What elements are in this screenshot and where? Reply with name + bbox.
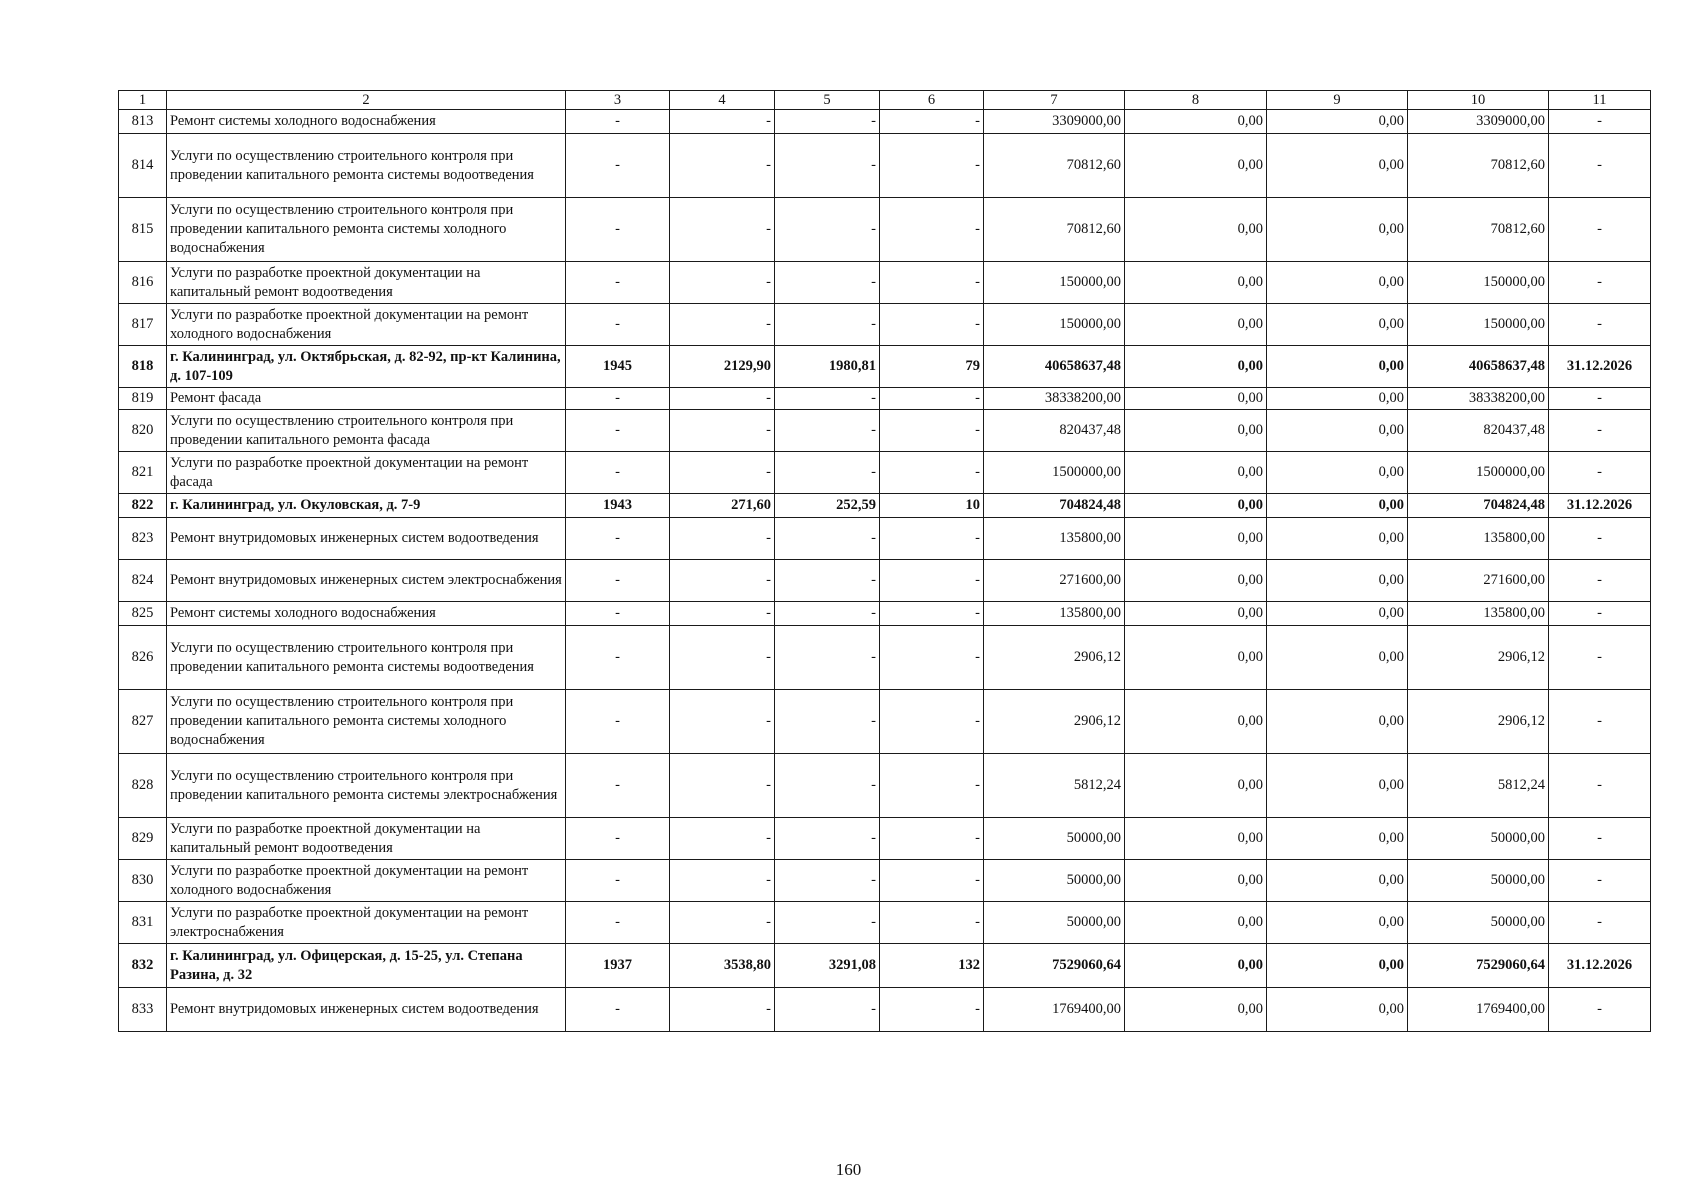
fund-share-cell: 0,00 [1125,860,1267,902]
total-area-cell: - [670,262,775,304]
year-cell: - [566,988,670,1032]
total-cost-cell: 2906,12 [984,626,1125,690]
total-cost-cell: 150000,00 [984,262,1125,304]
owners-funds-cell: 7529060,64 [1408,944,1549,988]
row-number: 828 [119,754,167,818]
fund-share-cell: 0,00 [1125,346,1267,388]
owners-funds-cell: 150000,00 [1408,262,1549,304]
work-description: Ремонт системы холодного водоснабжения [167,110,566,134]
total-cost-cell: 2906,12 [984,690,1125,754]
total-area-cell: 2129,90 [670,346,775,388]
living-area-cell: - [775,754,880,818]
column-number: 2 [167,91,566,110]
completion-date-cell: - [1549,560,1651,602]
owners-funds-cell: 1769400,00 [1408,988,1549,1032]
column-number: 5 [775,91,880,110]
row-number: 829 [119,818,167,860]
fund-share-cell: 0,00 [1125,560,1267,602]
total-cost-cell: 38338200,00 [984,388,1125,410]
fund-share-cell: 0,00 [1125,304,1267,346]
total-cost-cell: 50000,00 [984,818,1125,860]
total-cost-cell: 7529060,64 [984,944,1125,988]
owners-funds-cell: 820437,48 [1408,410,1549,452]
total-cost-cell: 135800,00 [984,602,1125,626]
total-area-cell: 3538,80 [670,944,775,988]
year-cell: 1943 [566,494,670,518]
year-cell: - [566,110,670,134]
owners-funds-cell: 3309000,00 [1408,110,1549,134]
year-cell: - [566,754,670,818]
residents-cell: - [880,134,984,198]
table-row [119,902,1651,944]
completion-date-cell: - [1549,754,1651,818]
residents-cell: - [880,626,984,690]
residents-cell: - [880,602,984,626]
fund-share-cell: 0,00 [1125,198,1267,262]
budget-share-cell: 0,00 [1267,988,1408,1032]
budget-share-cell: 0,00 [1267,388,1408,410]
completion-date-cell: 31.12.2026 [1549,346,1651,388]
budget-share-cell: 0,00 [1267,690,1408,754]
fund-share-cell: 0,00 [1125,944,1267,988]
fund-share-cell: 0,00 [1125,518,1267,560]
completion-date-cell: - [1549,388,1651,410]
year-cell: - [566,818,670,860]
completion-date-cell: - [1549,602,1651,626]
completion-date-cell: - [1549,304,1651,346]
table-row [119,134,1651,198]
column-number-row [119,91,1651,110]
total-cost-cell: 3309000,00 [984,110,1125,134]
fund-share-cell: 0,00 [1125,410,1267,452]
owners-funds-cell: 135800,00 [1408,518,1549,560]
table-row [119,560,1651,602]
total-cost-cell: 1500000,00 [984,452,1125,494]
residents-cell: - [880,410,984,452]
year-cell: - [566,518,670,560]
column-number: 9 [1267,91,1408,110]
total-cost-cell: 1769400,00 [984,988,1125,1032]
fund-share-cell: 0,00 [1125,110,1267,134]
owners-funds-cell: 50000,00 [1408,818,1549,860]
total-area-cell: - [670,304,775,346]
total-cost-cell: 820437,48 [984,410,1125,452]
budget-share-cell: 0,00 [1267,602,1408,626]
budget-share-cell: 0,00 [1267,198,1408,262]
residents-cell: - [880,110,984,134]
column-number: 1 [119,91,167,110]
row-number: 826 [119,626,167,690]
total-area-cell: 271,60 [670,494,775,518]
completion-date-cell: 31.12.2026 [1549,494,1651,518]
residents-cell: - [880,560,984,602]
work-description: Услуги по осуществлению строительного контроля при проведении капитального ремонта системы электроснабжения [167,754,566,818]
fund-share-cell: 0,00 [1125,134,1267,198]
completion-date-cell: - [1549,626,1651,690]
fund-share-cell: 0,00 [1125,262,1267,304]
table-row [119,626,1651,690]
table-row [119,818,1651,860]
owners-funds-cell: 5812,24 [1408,754,1549,818]
work-description: Услуги по осуществлению строительного контроля при проведении капитального ремонта системы водоотведения [167,626,566,690]
total-area-cell: - [670,902,775,944]
work-description: Ремонт фасада [167,388,566,410]
residents-cell: - [880,304,984,346]
living-area-cell: - [775,410,880,452]
living-area-cell: - [775,304,880,346]
year-cell: - [566,860,670,902]
fund-share-cell: 0,00 [1125,902,1267,944]
residents-cell: 79 [880,346,984,388]
owners-funds-cell: 2906,12 [1408,626,1549,690]
year-cell: - [566,262,670,304]
table-row [119,410,1651,452]
budget-share-cell: 0,00 [1267,626,1408,690]
living-area-cell: - [775,110,880,134]
column-number: 8 [1125,91,1267,110]
table-row [119,602,1651,626]
work-description: г. Калининград, ул. Октябрьская, д. 82-92, пр-кт Калинина, д. 107-109 [167,346,566,388]
residents-cell: - [880,690,984,754]
budget-share-cell: 0,00 [1267,860,1408,902]
living-area-cell: - [775,198,880,262]
fund-share-cell: 0,00 [1125,690,1267,754]
total-area-cell: - [670,388,775,410]
fund-share-cell: 0,00 [1125,452,1267,494]
completion-date-cell: - [1549,134,1651,198]
owners-funds-cell: 70812,60 [1408,134,1549,198]
living-area-cell: - [775,452,880,494]
owners-funds-cell: 40658637,48 [1408,346,1549,388]
completion-date-cell: - [1549,988,1651,1032]
work-description: Услуги по осуществлению строительного контроля при проведении капитального ремонта фасада [167,410,566,452]
total-cost-cell: 50000,00 [984,860,1125,902]
work-description: г. Калининград, ул. Окуловская, д. 7-9 [167,494,566,518]
budget-share-cell: 0,00 [1267,818,1408,860]
table-row [119,304,1651,346]
column-number: 3 [566,91,670,110]
work-description: Услуги по осуществлению строительного контроля при проведении капитального ремонта системы холодного водоснабжения [167,690,566,754]
column-number: 11 [1549,91,1651,110]
row-number: 831 [119,902,167,944]
total-cost-cell: 150000,00 [984,304,1125,346]
owners-funds-cell: 70812,60 [1408,198,1549,262]
owners-funds-cell: 150000,00 [1408,304,1549,346]
work-description: Услуги по осуществлению строительного контроля при проведении капитального ремонта системы водоотведения [167,134,566,198]
year-cell: - [566,560,670,602]
completion-date-cell: - [1549,818,1651,860]
table-row [119,944,1651,988]
budget-share-cell: 0,00 [1267,346,1408,388]
budget-share-cell: 0,00 [1267,754,1408,818]
completion-date-cell: - [1549,410,1651,452]
year-cell: - [566,602,670,626]
work-description: Услуги по разработке проектной документации на капитальный ремонт водоотведения [167,818,566,860]
living-area-cell: - [775,860,880,902]
work-description: Услуги по разработке проектной документации на ремонт холодного водоснабжения [167,860,566,902]
total-cost-cell: 135800,00 [984,518,1125,560]
page-number: 160 [835,1160,862,1179]
fund-share-cell: 0,00 [1125,988,1267,1032]
total-cost-cell: 704824,48 [984,494,1125,518]
fund-share-cell: 0,00 [1125,602,1267,626]
year-cell: - [566,198,670,262]
work-description: Ремонт внутридомовых инженерных систем водоотведения [167,988,566,1032]
owners-funds-cell: 1500000,00 [1408,452,1549,494]
living-area-cell: - [775,988,880,1032]
fund-share-cell: 0,00 [1125,494,1267,518]
total-area-cell: - [670,410,775,452]
residents-cell: - [880,198,984,262]
budget-share-cell: 0,00 [1267,134,1408,198]
total-area-cell: - [670,988,775,1032]
row-number: 815 [119,198,167,262]
residents-cell: - [880,860,984,902]
budget-share-cell: 0,00 [1267,902,1408,944]
work-description: Услуги по осуществлению строительного контроля при проведении капитального ремонта системы холодного водоснабжения [167,198,566,262]
year-cell: - [566,452,670,494]
row-number: 814 [119,134,167,198]
living-area-cell: - [775,690,880,754]
living-area-cell: - [775,818,880,860]
row-number: 827 [119,690,167,754]
completion-date-cell: - [1549,902,1651,944]
table-row [119,452,1651,494]
living-area-cell: - [775,262,880,304]
budget-share-cell: 0,00 [1267,410,1408,452]
work-description: Услуги по разработке проектной документации на ремонт фасада [167,452,566,494]
residents-cell: - [880,988,984,1032]
fund-share-cell: 0,00 [1125,754,1267,818]
row-number: 819 [119,388,167,410]
fund-share-cell: 0,00 [1125,818,1267,860]
column-number: 4 [670,91,775,110]
row-number: 822 [119,494,167,518]
work-description: Ремонт системы холодного водоснабжения [167,602,566,626]
year-cell: 1945 [566,346,670,388]
residents-cell: - [880,754,984,818]
residents-cell: - [880,902,984,944]
table-row [119,518,1651,560]
total-cost-cell: 50000,00 [984,902,1125,944]
owners-funds-cell: 50000,00 [1408,860,1549,902]
year-cell: - [566,134,670,198]
total-area-cell: - [670,754,775,818]
residents-cell: - [880,818,984,860]
owners-funds-cell: 2906,12 [1408,690,1549,754]
row-number: 833 [119,988,167,1032]
row-number: 816 [119,262,167,304]
row-number: 823 [119,518,167,560]
fund-share-cell: 0,00 [1125,388,1267,410]
total-area-cell: - [670,626,775,690]
residents-cell: 10 [880,494,984,518]
living-area-cell: 252,59 [775,494,880,518]
completion-date-cell: - [1549,262,1651,304]
living-area-cell: - [775,560,880,602]
table-row [119,494,1651,518]
residents-cell: - [880,518,984,560]
year-cell: - [566,690,670,754]
budget-share-cell: 0,00 [1267,110,1408,134]
budget-share-cell: 0,00 [1267,494,1408,518]
completion-date-cell: - [1549,110,1651,134]
table-row [119,346,1651,388]
row-number: 820 [119,410,167,452]
work-description: г. Калининград, ул. Офицерская, д. 15-25, ул. Степана Разина, д. 32 [167,944,566,988]
living-area-cell: 1980,81 [775,346,880,388]
table-row [119,754,1651,818]
year-cell: 1937 [566,944,670,988]
row-number: 817 [119,304,167,346]
total-cost-cell: 40658637,48 [984,346,1125,388]
completion-date-cell: 31.12.2026 [1549,944,1651,988]
total-area-cell: - [670,560,775,602]
living-area-cell: - [775,388,880,410]
residents-cell: - [880,388,984,410]
year-cell: - [566,902,670,944]
owners-funds-cell: 38338200,00 [1408,388,1549,410]
row-number: 830 [119,860,167,902]
completion-date-cell: - [1549,452,1651,494]
total-cost-cell: 70812,60 [984,134,1125,198]
column-number: 7 [984,91,1125,110]
completion-date-cell: - [1549,198,1651,262]
residents-cell: - [880,262,984,304]
table-body [119,91,1651,1032]
total-area-cell: - [670,134,775,198]
living-area-cell: - [775,626,880,690]
total-area-cell: - [670,818,775,860]
budget-share-cell: 0,00 [1267,304,1408,346]
column-number: 10 [1408,91,1549,110]
table-row [119,262,1651,304]
total-area-cell: - [670,690,775,754]
table-row [119,110,1651,134]
total-area-cell: - [670,110,775,134]
work-description: Ремонт внутридомовых инженерных систем электроснабжения [167,560,566,602]
total-area-cell: - [670,860,775,902]
total-area-cell: - [670,518,775,560]
row-number: 825 [119,602,167,626]
table-row [119,860,1651,902]
total-cost-cell: 70812,60 [984,198,1125,262]
completion-date-cell: - [1549,860,1651,902]
budget-share-cell: 0,00 [1267,518,1408,560]
row-number: 813 [119,110,167,134]
row-number: 821 [119,452,167,494]
table-row [119,198,1651,262]
work-description: Услуги по разработке проектной документации на капитальный ремонт водоотведения [167,262,566,304]
living-area-cell: - [775,902,880,944]
owners-funds-cell: 50000,00 [1408,902,1549,944]
total-area-cell: - [670,602,775,626]
living-area-cell: - [775,602,880,626]
owners-funds-cell: 704824,48 [1408,494,1549,518]
year-cell: - [566,410,670,452]
year-cell: - [566,626,670,690]
table-row [119,690,1651,754]
total-cost-cell: 271600,00 [984,560,1125,602]
residents-cell: 132 [880,944,984,988]
budget-share-cell: 0,00 [1267,560,1408,602]
work-description: Услуги по разработке проектной документации на ремонт электроснабжения [167,902,566,944]
table-row [119,988,1651,1032]
year-cell: - [566,388,670,410]
total-cost-cell: 5812,24 [984,754,1125,818]
year-cell: - [566,304,670,346]
capital-repair-table [118,90,1651,1032]
residents-cell: - [880,452,984,494]
living-area-cell: 3291,08 [775,944,880,988]
row-number: 832 [119,944,167,988]
row-number: 824 [119,560,167,602]
column-number: 6 [880,91,984,110]
budget-share-cell: 0,00 [1267,262,1408,304]
row-number: 818 [119,346,167,388]
budget-share-cell: 0,00 [1267,452,1408,494]
owners-funds-cell: 135800,00 [1408,602,1549,626]
owners-funds-cell: 271600,00 [1408,560,1549,602]
budget-share-cell: 0,00 [1267,944,1408,988]
work-description: Ремонт внутридомовых инженерных систем водоотведения [167,518,566,560]
total-area-cell: - [670,198,775,262]
living-area-cell: - [775,518,880,560]
fund-share-cell: 0,00 [1125,626,1267,690]
living-area-cell: - [775,134,880,198]
completion-date-cell: - [1549,518,1651,560]
work-description: Услуги по разработке проектной документации на ремонт холодного водоснабжения [167,304,566,346]
table-row [119,388,1651,410]
completion-date-cell: - [1549,690,1651,754]
total-area-cell: - [670,452,775,494]
